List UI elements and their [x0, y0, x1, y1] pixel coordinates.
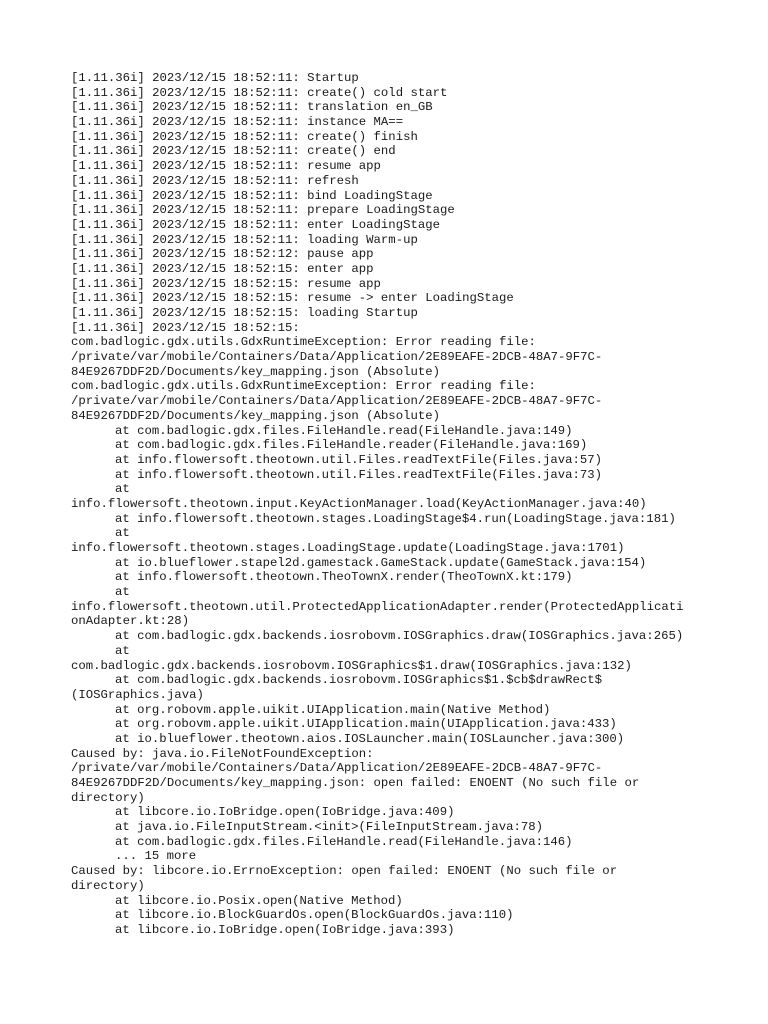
log-line: at com.badlogic.gdx.backends.iosrobovm.IOSGraphics$1.$cb$drawRect$ — [115, 673, 603, 688]
log-line: [1.11.36i] 2023/12/15 18:52:11: enter LoadingStage — [71, 217, 440, 232]
log-line: com.badlogic.gdx.backends.iosrobovm.IOSGraphics$1.draw(IOSGraphics.java:132) — [71, 658, 632, 673]
log-line: /private/var/mobile/Containers/Data/Application/2E89EAFE-2DCB-48A7-9F7C- — [71, 394, 603, 409]
log-line: 84E9267DDF2D/Documents/key_mapping.json (Absolute) — [71, 364, 440, 379]
log-line: [1.11.36i] 2023/12/15 18:52:11: translation en_GB — [71, 100, 433, 115]
log-line: 84E9267DDF2D/Documents/key_mapping.json: open failed: ENOENT (No such file or — [71, 776, 640, 790]
log-line: at org.robovm.apple.uikit.UIApplication.main(Native Method) — [115, 702, 551, 717]
log-line: com.badlogic.gdx.utils.GdxRuntimeException: Error reading file: — [71, 335, 536, 350]
log-line: at info.flowersoft.theotown.TheoTownX.render(TheoTownX.kt:179) — [115, 570, 573, 585]
log-line: at — [115, 482, 130, 497]
log-line: [1.11.36i] 2023/12/15 18:52:11: refresh — [71, 173, 359, 188]
log-line: [1.11.36i] 2023/12/15 18:52:11: prepare LoadingStage — [71, 203, 455, 218]
log-line: at com.badlogic.gdx.files.FileHandle.read(FileHandle.java:149) — [115, 423, 573, 438]
log-line: info.flowersoft.theotown.input.KeyActionManager.load(KeyActionManager.java:40) — [71, 496, 647, 511]
log-line: at io.blueflower.theotown.aios.IOSLauncher.main(IOSLauncher.java:300) — [115, 731, 625, 746]
log-line: at com.badlogic.gdx.backends.iosrobovm.IOSGraphics.draw(IOSGraphics.java:265) — [115, 629, 684, 644]
log-line: at — [115, 526, 130, 541]
log-line: [1.11.36i] 2023/12/15 18:52:11: create() end — [71, 144, 396, 159]
log-line: [1.11.36i] 2023/12/15 18:52:12: pause app — [71, 247, 374, 262]
log-line: /private/var/mobile/Containers/Data/Application/2E89EAFE-2DCB-48A7-9F7C- — [71, 761, 603, 776]
log-line: at — [115, 643, 130, 658]
log-line: at com.badlogic.gdx.files.FileHandle.reader(FileHandle.java:169) — [115, 438, 588, 453]
log-line: [1.11.36i] 2023/12/15 18:52:11: resume app — [71, 159, 381, 174]
log-line: com.badlogic.gdx.utils.GdxRuntimeException: Error reading file: — [71, 379, 536, 394]
log-line: directory) — [71, 790, 145, 805]
log-line: [1.11.36i] 2023/12/15 18:52:11: loading Warm-up — [71, 232, 418, 247]
log-line: directory) — [71, 878, 145, 893]
log-line: /private/var/mobile/Containers/Data/Application/2E89EAFE-2DCB-48A7-9F7C- — [71, 350, 603, 365]
log-line: [1.11.36i] 2023/12/15 18:52:11: instance MA== — [71, 115, 404, 130]
log-line: ... 15 more — [115, 849, 197, 864]
log-line: at info.flowersoft.theotown.util.Files.readTextFile(Files.java:73) — [115, 467, 603, 482]
log-line: at info.flowersoft.theotown.util.Files.readTextFile(Files.java:57) — [115, 452, 603, 467]
log-line: [1.11.36i] 2023/12/15 18:52:15: — [71, 320, 300, 335]
log-line: at libcore.io.IoBridge.open(IoBridge.java:393) — [115, 922, 455, 937]
log-line: info.flowersoft.theotown.stages.LoadingStage.update(LoadingStage.java:1701) — [71, 541, 625, 555]
log-line: at libcore.io.BlockGuardOs.open(BlockGuardOs.java:110) — [115, 908, 514, 923]
log-line: at libcore.io.IoBridge.open(IoBridge.java:409) — [115, 805, 455, 820]
log-line: [1.11.36i] 2023/12/15 18:52:11: bind LoadingStage — [71, 188, 433, 203]
log-line: [1.11.36i] 2023/12/15 18:52:15: resume -> enter LoadingStage — [71, 291, 514, 306]
log-line: at info.flowersoft.theotown.stages.LoadingStage$4.run(LoadingStage.java:181) — [115, 511, 676, 526]
log-line: 84E9267DDF2D/Documents/key_mapping.json (Absolute) — [71, 408, 440, 423]
log-line: [1.11.36i] 2023/12/15 18:52:15: resume app — [71, 276, 381, 291]
log-line: onAdapter.kt:28) — [71, 614, 190, 629]
log-line: at — [115, 585, 130, 600]
log-line: at org.robovm.apple.uikit.UIApplication.main(UIApplication.java:433) — [115, 717, 617, 732]
log-line: info.flowersoft.theotown.util.ProtectedApplicationAdapter.render(ProtectedApplicati — [71, 599, 684, 614]
log-line: at io.blueflower.stapel2d.gamestack.GameStack.update(GameStack.java:154) — [115, 555, 647, 570]
log-line: (IOSGraphics.java) — [71, 687, 204, 702]
log-line: [1.11.36i] 2023/12/15 18:52:11: create() cold start — [71, 85, 448, 100]
log-line: [1.11.36i] 2023/12/15 18:52:11: create() finish — [71, 129, 418, 144]
log-line: Caused by: java.io.FileNotFoundException: — [71, 746, 374, 761]
log-line: [1.11.36i] 2023/12/15 18:52:15: enter app — [71, 261, 374, 276]
log-line: [1.11.36i] 2023/12/15 18:52:15: loading Startup — [71, 306, 418, 320]
log-line: at java.io.FileInputStream.<init>(FileInputStream.java:78) — [115, 820, 544, 835]
log-line: at libcore.io.Posix.open(Native Method) — [115, 893, 403, 908]
log-line: [1.11.36i] 2023/12/15 18:52:11: Startup — [71, 71, 359, 85]
log-line: at com.badlogic.gdx.files.FileHandle.read(FileHandle.java:146) — [115, 834, 573, 849]
log-text-view — [71, 71, 711, 938]
log-line: Caused by: libcore.io.ErrnoException: open failed: ENOENT (No such file or — [71, 864, 618, 879]
